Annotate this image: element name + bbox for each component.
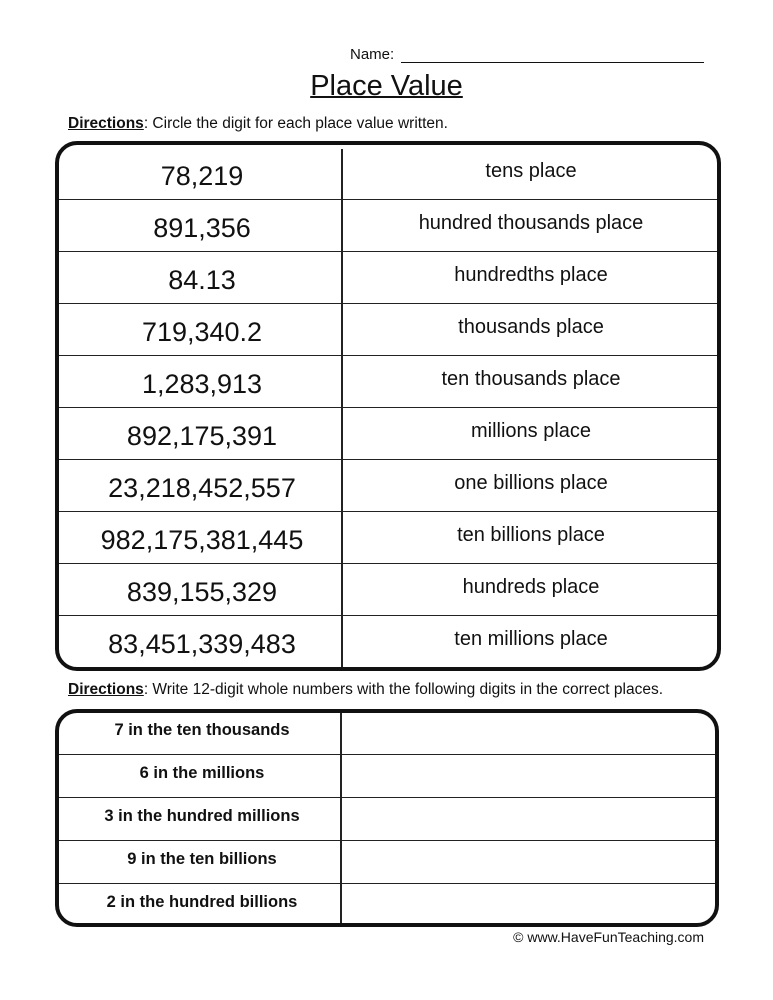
table-row [59,408,717,460]
name-field[interactable] [401,62,704,63]
table-row [59,755,715,798]
answer-field[interactable] [345,884,715,927]
table-row [59,884,715,927]
place-label: tens place [485,160,577,182]
place-label: hundredths place [454,264,608,286]
number-cell[interactable]: 839,155,329 [126,577,278,607]
table-row [59,460,717,512]
table-row [59,841,715,884]
table-row [59,616,717,668]
table-row [59,564,717,616]
directions-label: Directions [68,681,144,698]
clue-label: 6 in the millions [139,764,265,782]
write-numbers-table [55,709,719,927]
directions-text: : Circle the digit for each place value written. [143,115,448,132]
number-cell[interactable]: 23,218,452,557 [108,473,296,503]
number-cell[interactable]: 892,175,391 [126,421,278,451]
clue-label: 3 in the hundred millions [104,807,300,825]
place-label: ten thousands place [441,368,621,390]
number-cell[interactable]: 982,175,381,445 [100,525,304,555]
answer-field[interactable] [345,712,715,754]
table-row [59,148,717,200]
copyright: © www.HaveFunTeaching.com [513,929,704,945]
answer-field[interactable] [345,841,715,883]
number-cell[interactable]: 1,283,913 [141,369,263,399]
number-cell[interactable]: 84.13 [168,265,236,295]
place-label: one billions place [454,472,608,494]
table-row [59,512,717,564]
directions-2 [68,681,663,699]
place-value-table [55,141,721,671]
clue-label: 9 in the ten billions [127,850,277,868]
place-label: ten millions place [454,628,608,650]
directions-label: Directions [68,115,144,132]
table-row [59,252,717,304]
place-label: thousands place [458,316,604,338]
place-label: hundreds place [462,576,600,598]
place-label: hundred thousands place [418,212,644,234]
answer-field[interactable] [345,798,715,840]
name-label: Name: [350,46,395,63]
number-cell[interactable]: 719,340.2 [141,317,263,347]
table-row [59,304,717,356]
number-cell[interactable]: 891,356 [153,213,251,243]
page-title [0,70,773,103]
directions-1 [68,115,448,133]
place-label: millions place [470,420,592,442]
clue-label: 2 in the hundred billions [106,893,298,911]
number-cell[interactable]: 83,451,339,483 [108,629,296,659]
place-label: ten billions place [457,524,605,546]
title-text: Place Value [310,70,463,102]
table-row [59,798,715,841]
table-row [59,712,715,755]
directions-text: : Write 12-digit whole numbers with the following digits in the correct places. [143,681,664,698]
number-cell[interactable]: 78,219 [160,161,244,191]
clue-label: 7 in the ten thousands [114,721,290,739]
answer-field[interactable] [345,755,715,797]
table-row [59,356,717,408]
table-row [59,200,717,252]
